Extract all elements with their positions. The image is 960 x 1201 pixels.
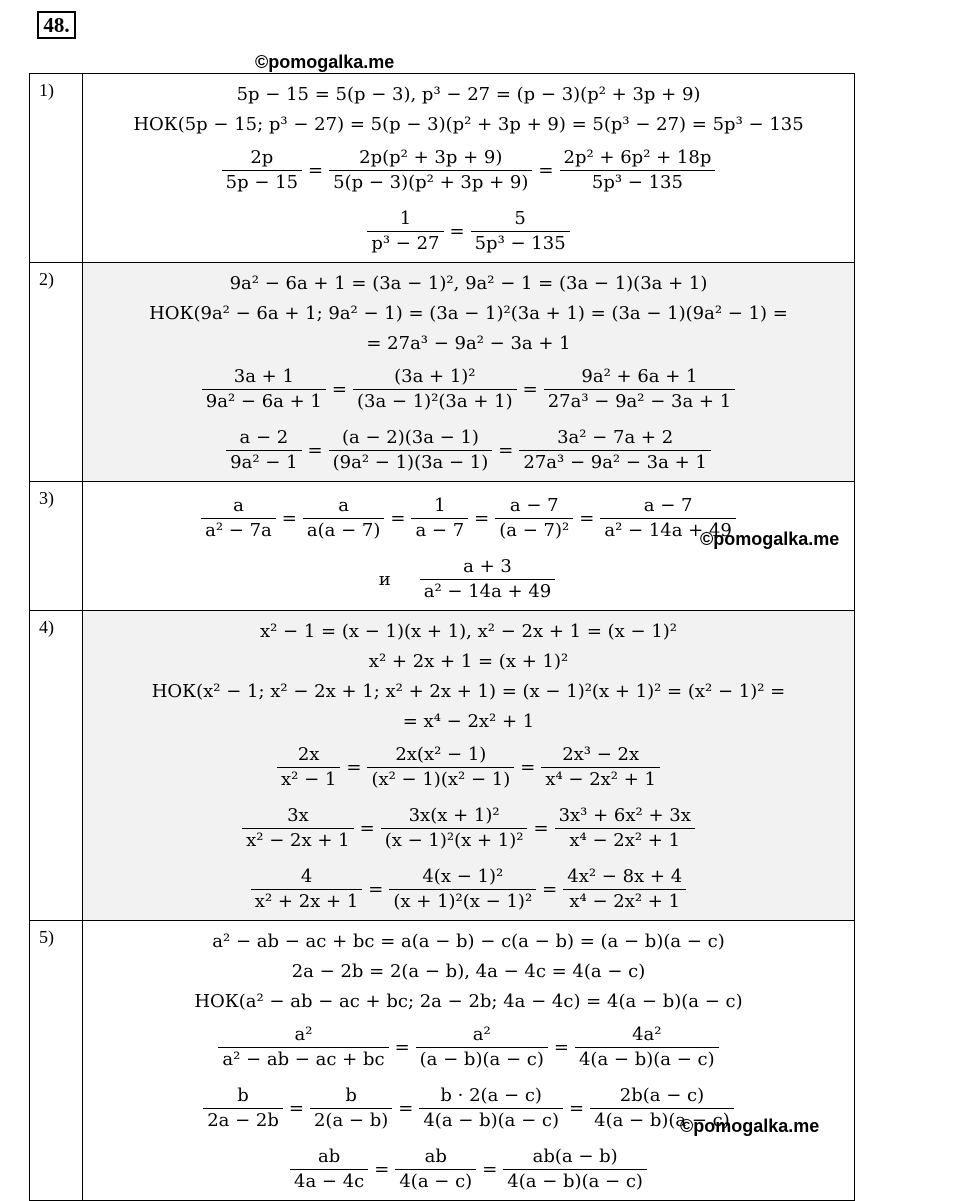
fraction: [471, 207, 570, 256]
operator: =: [359, 818, 375, 839]
numerator: a + 3: [420, 555, 556, 580]
fraction-equation: [83, 1078, 854, 1139]
operator: =: [307, 440, 323, 461]
operator: =: [308, 160, 324, 181]
operator: =: [474, 508, 490, 529]
denominator: p³ − 27: [371, 233, 440, 254]
numerator: 4: [251, 865, 362, 890]
operator: =: [398, 1098, 414, 1119]
denominator: a − 7: [415, 520, 465, 541]
row-solution: [83, 263, 855, 482]
numerator: a²: [218, 1023, 388, 1048]
fraction: [367, 207, 443, 256]
numerator: ab(a − b): [503, 1145, 647, 1170]
numerator: a: [201, 494, 276, 519]
fraction: [555, 804, 695, 853]
denominator: (x − 1)²(x + 1)²: [384, 830, 524, 851]
operator: =: [579, 508, 595, 529]
denominator: 4(a − b)(a − c): [594, 1110, 730, 1131]
operator: =: [542, 879, 558, 900]
denominator: x² − 2x + 1: [246, 830, 350, 851]
fraction: [575, 1023, 719, 1072]
numerator: 5: [471, 207, 570, 232]
numerator: 2x(x² − 1): [367, 743, 514, 768]
row-label: 5): [30, 921, 83, 1201]
denominator: a² − 7a: [205, 520, 272, 541]
numerator: a: [303, 494, 385, 519]
operator: и: [378, 569, 391, 590]
equation-line: = x⁴ − 2x² + 1: [402, 711, 535, 732]
solution-row: [30, 263, 855, 482]
numerator: ab: [395, 1145, 476, 1170]
fraction-equation: [83, 549, 854, 610]
operator: =: [394, 1037, 410, 1058]
operator: =: [346, 757, 362, 778]
row-solution: [83, 921, 855, 1201]
denominator: 27a³ − 9a² − 3a + 1: [523, 452, 707, 473]
row-solution: [83, 74, 855, 263]
solution-row: [30, 921, 855, 1201]
fraction: [353, 365, 517, 414]
denominator: 2a − 2b: [207, 1110, 279, 1131]
numerator: 2p(p² + 3p + 9): [329, 146, 532, 171]
fraction: [310, 1084, 392, 1133]
fraction-equation: [83, 488, 854, 549]
fraction: [419, 1084, 563, 1133]
fraction: [242, 804, 353, 853]
operator: =: [288, 1098, 304, 1119]
fraction: [218, 1023, 388, 1072]
denominator: 5(p − 3)(p² + 3p + 9): [333, 172, 529, 193]
denominator: 4(a − b)(a − c): [578, 1049, 715, 1070]
fraction-equation: [83, 140, 854, 201]
fraction: [420, 555, 556, 604]
numerator: b: [310, 1084, 392, 1109]
fraction: [367, 743, 514, 792]
numerator: 3x(x + 1)²: [381, 804, 528, 829]
fraction-equation: [83, 1139, 854, 1200]
solution-row: [30, 482, 855, 611]
equation-line: = 27a³ − 9a² − 3a + 1: [366, 333, 571, 354]
fraction-equation: [83, 201, 854, 262]
watermark-top: ©pomogalka.me: [255, 52, 395, 72]
fraction: [222, 146, 302, 195]
numerator: 9a² + 6a + 1: [544, 365, 735, 390]
fraction: [251, 865, 362, 914]
numerator: 3a² − 7a + 2: [519, 426, 710, 451]
denominator: x² − 1: [280, 769, 337, 790]
fraction: [381, 804, 528, 853]
denominator: a(a − 7): [306, 520, 381, 541]
solution-grid: [29, 73, 855, 1201]
row-solution: [83, 611, 855, 921]
numerator: ab: [290, 1145, 368, 1170]
denominator: 2(a − b): [313, 1110, 389, 1131]
equation-line: 9a² − 6a + 1 = (3a − 1)², 9a² − 1 = (3a − 1)(3a + 1): [229, 273, 708, 294]
fraction-equation: [83, 1017, 854, 1078]
numerator: (a − 2)(3a − 1): [329, 426, 493, 451]
numerator: 2x³ − 2x: [541, 743, 660, 768]
denominator: 4(a − c): [399, 1171, 473, 1192]
operator: =: [281, 508, 297, 529]
operator: =: [368, 879, 384, 900]
numerator: 4x² − 8x + 4: [563, 865, 686, 890]
denominator: (a − b)(a − c): [419, 1049, 544, 1070]
fraction: [503, 1145, 647, 1194]
watermark-middle: ©pomogalka.me: [700, 529, 840, 549]
equation-line: НОК(a² − ab − ac + bc; 2a − 2b; 4a − 4c) = 4(a − b)(a − c): [194, 991, 743, 1012]
numerator: (3a + 1)²: [353, 365, 517, 390]
row-solution: [83, 482, 855, 611]
denominator: 4(a − b)(a − c): [507, 1171, 643, 1192]
numerator: 2b(a − c): [590, 1084, 734, 1109]
fraction: [590, 1084, 734, 1133]
row-label: 3): [30, 482, 83, 611]
fraction-equation: [83, 798, 854, 859]
operator: =: [498, 440, 514, 461]
denominator: (3a − 1)²(3a + 1): [356, 391, 513, 412]
fraction: [416, 1023, 548, 1072]
fraction: [202, 365, 326, 414]
solution-row: [30, 611, 855, 921]
numerator: 4(x − 1)²: [389, 865, 536, 890]
fraction: [201, 494, 276, 543]
fraction: [495, 494, 573, 543]
fraction: [600, 494, 736, 543]
equation-line: НОК(5p − 15; p³ − 27) = 5(p − 3)(p² + 3p + 9) = 5(p³ − 27) = 5p³ − 135: [133, 114, 804, 135]
denominator: (x² − 1)(x² − 1): [371, 769, 511, 790]
solution-table: [29, 73, 855, 1201]
numerator: 3x³ + 6x² + 3x: [555, 804, 695, 829]
denominator: 9a² − 1: [230, 452, 298, 473]
fraction: [395, 1145, 476, 1194]
denominator: x⁴ − 2x² + 1: [545, 769, 657, 790]
fraction: [519, 426, 710, 475]
numerator: b · 2(a − c): [419, 1084, 563, 1109]
denominator: a² − 14a + 49: [423, 581, 552, 602]
fraction-equation: [83, 859, 854, 920]
denominator: 5p³ − 135: [474, 233, 566, 254]
denominator: (a − 7)²: [499, 520, 570, 541]
row-label: 1): [30, 74, 83, 263]
operator: =: [522, 379, 538, 400]
fraction: [329, 426, 493, 475]
denominator: x⁴ − 2x² + 1: [569, 891, 681, 912]
equation-line: 2a − 2b = 2(a − b), 4a − 4c = 4(a − c): [291, 961, 646, 982]
denominator: 4(a − b)(a − c): [423, 1110, 560, 1131]
fraction: [303, 494, 385, 543]
numerator: a²: [416, 1023, 548, 1048]
denominator: (9a² − 1)(3a − 1): [332, 452, 489, 473]
solution-row: [30, 74, 855, 263]
denominator: (x + 1)²(x − 1)²: [393, 891, 533, 912]
operator: =: [533, 818, 549, 839]
row-label: 2): [30, 263, 83, 482]
fraction: [203, 1084, 283, 1133]
fraction: [389, 865, 536, 914]
equation-line: x² + 2x + 1 = (x + 1)²: [368, 651, 569, 672]
fraction-equation: [83, 737, 854, 798]
denominator: x⁴ − 2x² + 1: [569, 830, 681, 851]
numerator: 2x: [277, 743, 340, 768]
operator: =: [520, 757, 536, 778]
equation-line: 5p − 15 = 5(p − 3), p³ − 27 = (p − 3)(p² + 3p + 9): [236, 84, 701, 105]
numerator: a − 2: [226, 426, 301, 451]
operator: =: [569, 1098, 585, 1119]
row-label: 4): [30, 611, 83, 921]
operator: =: [449, 221, 465, 242]
operator: =: [538, 160, 554, 181]
problem-number: 48.: [37, 11, 76, 39]
denominator: 27a³ − 9a² − 3a + 1: [547, 391, 732, 412]
fraction-equation: [83, 420, 854, 481]
fraction: [411, 494, 468, 543]
denominator: 5p − 15: [225, 172, 299, 193]
fraction: [560, 146, 716, 195]
denominator: a² − 14a + 49: [604, 520, 732, 541]
denominator: 9a² − 6a + 1: [205, 391, 322, 412]
fraction: [544, 365, 735, 414]
solution-rows: [30, 74, 855, 1201]
denominator: x² + 2x + 1: [254, 891, 359, 912]
equation-line: НОК(x² − 1; x² − 2x + 1; x² + 2x + 1) = (x − 1)²(x + 1)² = (x² − 1)² =: [151, 681, 786, 702]
operator: =: [390, 508, 406, 529]
numerator: b: [203, 1084, 283, 1109]
equation-line: НОК(9a² − 6a + 1; 9a² − 1) = (3a − 1)²(3a + 1) = (3a − 1)(9a² − 1) =: [149, 303, 788, 324]
numerator: a − 7: [600, 494, 736, 519]
fraction: [329, 146, 532, 195]
numerator: 1: [411, 494, 468, 519]
numerator: 2p² + 6p² + 18p: [560, 146, 716, 171]
numerator: a − 7: [495, 494, 573, 519]
operator: =: [482, 1159, 498, 1180]
fraction: [277, 743, 340, 792]
fraction: [541, 743, 660, 792]
operator: =: [331, 379, 347, 400]
denominator: a² − ab − ac + bc: [222, 1049, 385, 1070]
denominator: 5p³ − 135: [591, 172, 683, 193]
numerator: 3x: [242, 804, 353, 829]
equation-line: a² − ab − ac + bc = a(a − b) − c(a − b) = (a − b)(a − c): [212, 931, 725, 952]
numerator: 1: [367, 207, 443, 232]
fraction: [290, 1145, 368, 1194]
numerator: 3a + 1: [202, 365, 326, 390]
operator: =: [374, 1159, 390, 1180]
operator: =: [553, 1037, 569, 1058]
numerator: 2p: [222, 146, 302, 171]
denominator: 4a − 4c: [294, 1171, 365, 1192]
watermark-bottom: ©pomogalka.me: [680, 1116, 820, 1136]
fraction-equation: [83, 359, 854, 420]
fraction: [226, 426, 301, 475]
numerator: 4a²: [575, 1023, 719, 1048]
equation-line: x² − 1 = (x − 1)(x + 1), x² − 2x + 1 = (x − 1)²: [259, 621, 678, 642]
fraction: [563, 865, 686, 914]
